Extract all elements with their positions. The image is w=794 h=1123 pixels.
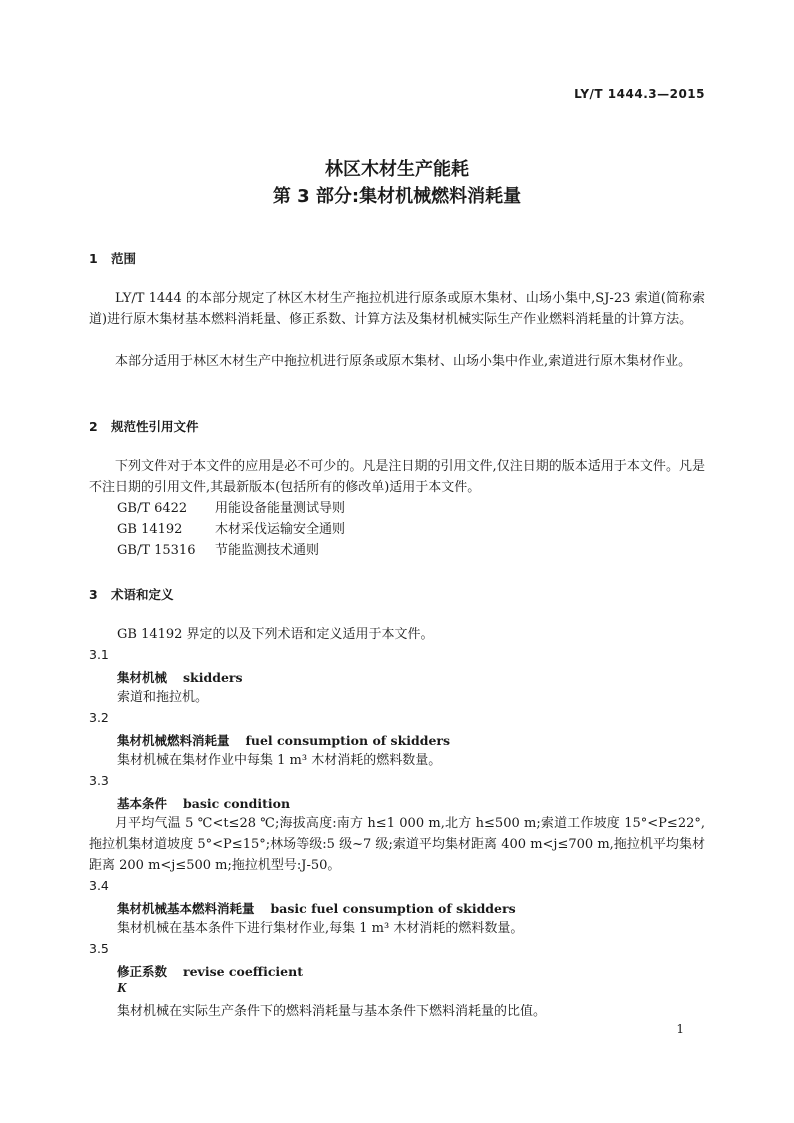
section-title: 术语和定义: [111, 587, 174, 602]
paragraph: 下列文件对于本文件的应用是必不可少的。凡是注日期的引用文件,仅注日期的版本适用于本文件。凡是不注日期的引用文件,其最新版本(包括所有的修改单)适用于本文件。: [89, 459, 705, 495]
term-en: revise coefficient: [183, 964, 303, 979]
term-heading: [117, 731, 450, 749]
paragraph: GB 14192 界定的以及下列术语和定义适用于本文件。: [117, 627, 434, 642]
term-definition: 集材机械在基本条件下进行集材作业,每集 1 m³ 木材消耗的燃料数量。: [117, 921, 524, 936]
section-title: 规范性引用文件: [111, 419, 199, 434]
term-number: 3.3: [89, 773, 109, 788]
section-1-heading: [89, 249, 136, 267]
document-title: 林区木材生产能耗: [325, 159, 469, 180]
page-number: 1: [676, 1022, 684, 1036]
term-definition: 集材机械在集材作业中每集 1 m³ 木材消耗的燃料数量。: [117, 753, 442, 768]
reference-title: 木材采伐运输安全通则: [215, 522, 346, 537]
section-3-heading: [89, 585, 174, 603]
term-number: 3.2: [89, 710, 109, 725]
term-cn: 修正系数: [117, 964, 168, 979]
reference-code: GB/T 15316: [117, 543, 196, 558]
term-number: 3.4: [89, 878, 109, 893]
term-number: 3.5: [89, 941, 109, 956]
term-heading: [117, 794, 290, 812]
section-number: 1: [89, 251, 98, 266]
term-heading: [117, 668, 243, 686]
term-heading: [117, 899, 516, 917]
reference-item: [117, 498, 345, 519]
paragraph: LY/T 1444 的本部分规定了林区木材生产拖拉机进行原条或原木集材、山场小集中,SJ-23 索道(简称索道)进行原木集材基本燃料消耗量、修正系数、计算方法及集材机械实际生产作业燃料消耗量的计算方法。: [89, 291, 705, 327]
reference-code: GB/T 6422: [117, 501, 188, 516]
term-en: basic condition: [183, 796, 291, 811]
section-2-heading: [89, 417, 199, 435]
reference-title: 用能设备能量测试导则: [215, 501, 346, 516]
term-cn: 基本条件: [117, 796, 168, 811]
section-title: 范围: [111, 251, 137, 266]
term-number: 3.1: [89, 647, 109, 662]
section-number: 3: [89, 587, 98, 602]
term-en: fuel consumption of skidders: [245, 733, 451, 748]
term-definition: 月平均气温 5 ℃<t≤28 ℃;海拔高度:南方 h≤1 000 m,北方 h≤500 m;索道工作坡度 15°<P≤22°,拖拉机集材道坡度 5°<P≤15°;林场等级:5 级~7 级;索道平均集材距离 400 m<j≤700 m,拖拉机平均集材距离 200 m<j≤500 m;拖拉机型号:J-50。: [89, 816, 705, 873]
reference-item: [117, 519, 345, 540]
reference-code: GB 14192: [117, 522, 183, 537]
term-definition: 集材机械在实际生产条件下的燃料消耗量与基本条件下燃料消耗量的比值。: [117, 1004, 547, 1019]
section-number: 2: [89, 419, 98, 434]
reference-item: [117, 540, 319, 561]
term-symbol: K: [117, 981, 127, 996]
term-definition: 索道和拖拉机。: [117, 690, 209, 705]
term-heading: [117, 962, 303, 980]
term-cn: 集材机械: [117, 670, 168, 685]
paragraph: 本部分适用于林区木材生产中拖拉机进行原条或原木集材、山场小集中作业,索道进行原木集材作业。: [115, 354, 692, 369]
term-cn: 集材机械基本燃料消耗量: [117, 901, 255, 916]
document-subtitle: 第 3 部分:集材机械燃料消耗量: [272, 186, 522, 207]
reference-title: 节能监测技术通则: [215, 543, 320, 558]
term-cn: 集材机械燃料消耗量: [117, 733, 230, 748]
term-en: basic fuel consumption of skidders: [270, 901, 516, 916]
standard-number: LY/T 1444.3—2015: [574, 87, 705, 101]
term-en: skidders: [183, 670, 243, 685]
